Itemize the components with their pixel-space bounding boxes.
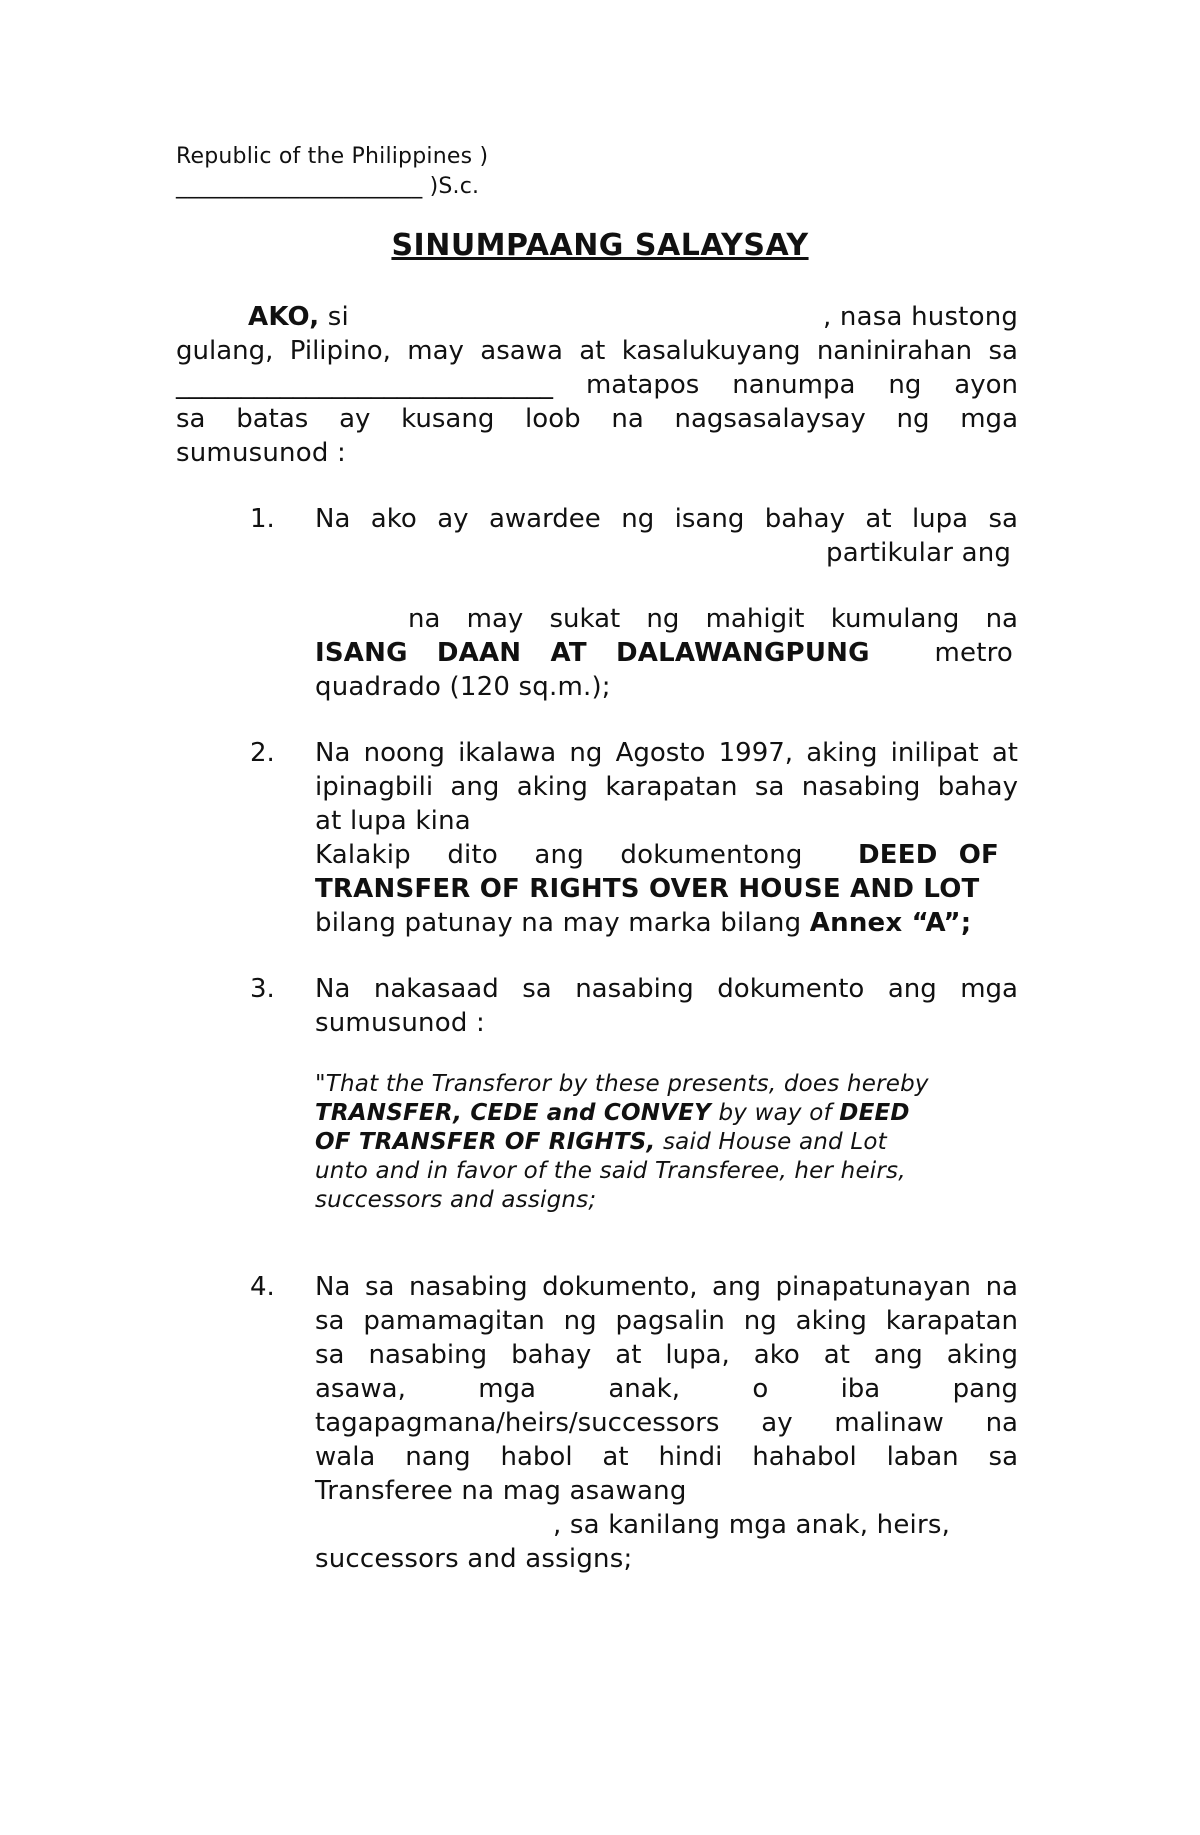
intro-line1-end: , nasa hustong <box>823 302 1019 332</box>
annex-a-text: Annex “A”; <box>809 908 972 938</box>
quote-line2 <box>315 1099 910 1128</box>
quote-of-transfer-of-rights: OF TRANSFER OF RIGHTS, <box>315 1129 656 1155</box>
intro-si: si <box>319 302 349 332</box>
item-3-number: 3. <box>250 974 275 1004</box>
page-title: SINUMPAANG SALAYSAY <box>391 228 809 263</box>
item-1-number: 1. <box>250 504 275 534</box>
item-2-line5 <box>315 872 979 906</box>
item-4-line3: sa nasabing bahay at lupa, ako at ang aking <box>315 1340 1018 1370</box>
item-4-line9: successors and assigns; <box>315 1544 633 1574</box>
item-1-area-words: ISANG DAAN AT DALAWANGPUNG <box>315 638 870 668</box>
item-2-number: 2. <box>250 738 275 768</box>
item-2-line2: ipinagbili ang aking karapatan sa nasabing bahay <box>315 772 1018 802</box>
item-1-line3: na may sukat ng mahigit kumulang na <box>408 604 1018 634</box>
intro-ako <box>248 300 349 334</box>
item-1-line4-end: metro <box>926 638 1014 668</box>
item-4-line2: sa pamamagitan ng pagsalin ng aking karapatan <box>315 1306 1018 1336</box>
item-4-line6: wala nang habol at hindi hahabol laban sa <box>315 1442 1018 1472</box>
header-republic: Republic of the Philippines ) <box>176 144 489 169</box>
item-2-line4: Kalakip dito ang dokumentong <box>315 840 803 870</box>
quote-deed: DEED <box>839 1100 910 1126</box>
deed-of-text: DEED OF <box>858 840 1000 870</box>
intro-line5: sumusunod : <box>176 438 346 468</box>
quote-line5: successors and assigns; <box>315 1187 597 1213</box>
quote-line4: unto and in favor of the said Transferee, her heirs, <box>315 1158 906 1184</box>
item-1-line5: quadrado (120 sq.m.); <box>315 672 611 702</box>
quote-line3 <box>315 1128 887 1157</box>
item-4-line5: tagapagmana/heirs/successors ay malinaw na <box>315 1408 1018 1438</box>
item-4-line7: Transferee na mag asawang <box>315 1476 687 1506</box>
quote-by-way-of: by way of <box>710 1100 840 1126</box>
item-4-number: 4. <box>250 1272 275 1302</box>
item-4-line1: Na sa nasabing dokumento, ang pinapatunayan na <box>315 1272 1018 1302</box>
item-3-line1: Na nakasaad sa nasabing dokumento ang mga <box>315 974 1018 1004</box>
quote-transfer-cede-convey: TRANSFER, CEDE and CONVEY <box>315 1100 711 1126</box>
item-1-line1: Na ako ay awardee ng isang bahay at lupa sa <box>315 504 1018 534</box>
item-1-line4 <box>315 636 870 670</box>
item-2-line3: at lupa kina <box>315 806 471 836</box>
header-sc-line: ______________________ )S.c. <box>176 174 480 199</box>
intro-line4: sa batas ay kusang loob na nagsasalaysay ng mga <box>176 404 1018 434</box>
item-2-line6 <box>315 906 971 940</box>
item-4-line4: asawa, mga anak, o iba pang <box>315 1374 1018 1404</box>
item-4-line8: , sa kanilang mga anak, heirs, <box>553 1510 951 1540</box>
item-1-line2: partikular ang <box>826 538 1012 568</box>
item-2-line6-pre: bilang patunay na may marka bilang <box>315 908 810 938</box>
quote-said-house-and-lot: said House and Lot <box>655 1129 887 1155</box>
intro-line2: gulang, Pilipino, may asawa at kasalukuyang naninirahan sa <box>176 336 1018 366</box>
transfer-of-rights-text: TRANSFER OF RIGHTS OVER HOUSE AND LOT <box>315 874 980 904</box>
item-2-line1: Na noong ikalawa ng Agosto 1997, aking inilipat at <box>315 738 1018 768</box>
intro-line3: _____________________________ matapos nanumpa ng ayon <box>176 370 1018 400</box>
intro-ako-bold: AKO, <box>248 302 320 332</box>
item-2-line4-bold <box>858 838 999 872</box>
item-3-line2: sumusunod : <box>315 1008 485 1038</box>
quote-line1: "That the Transferor by these presents, does hereby <box>315 1071 929 1097</box>
